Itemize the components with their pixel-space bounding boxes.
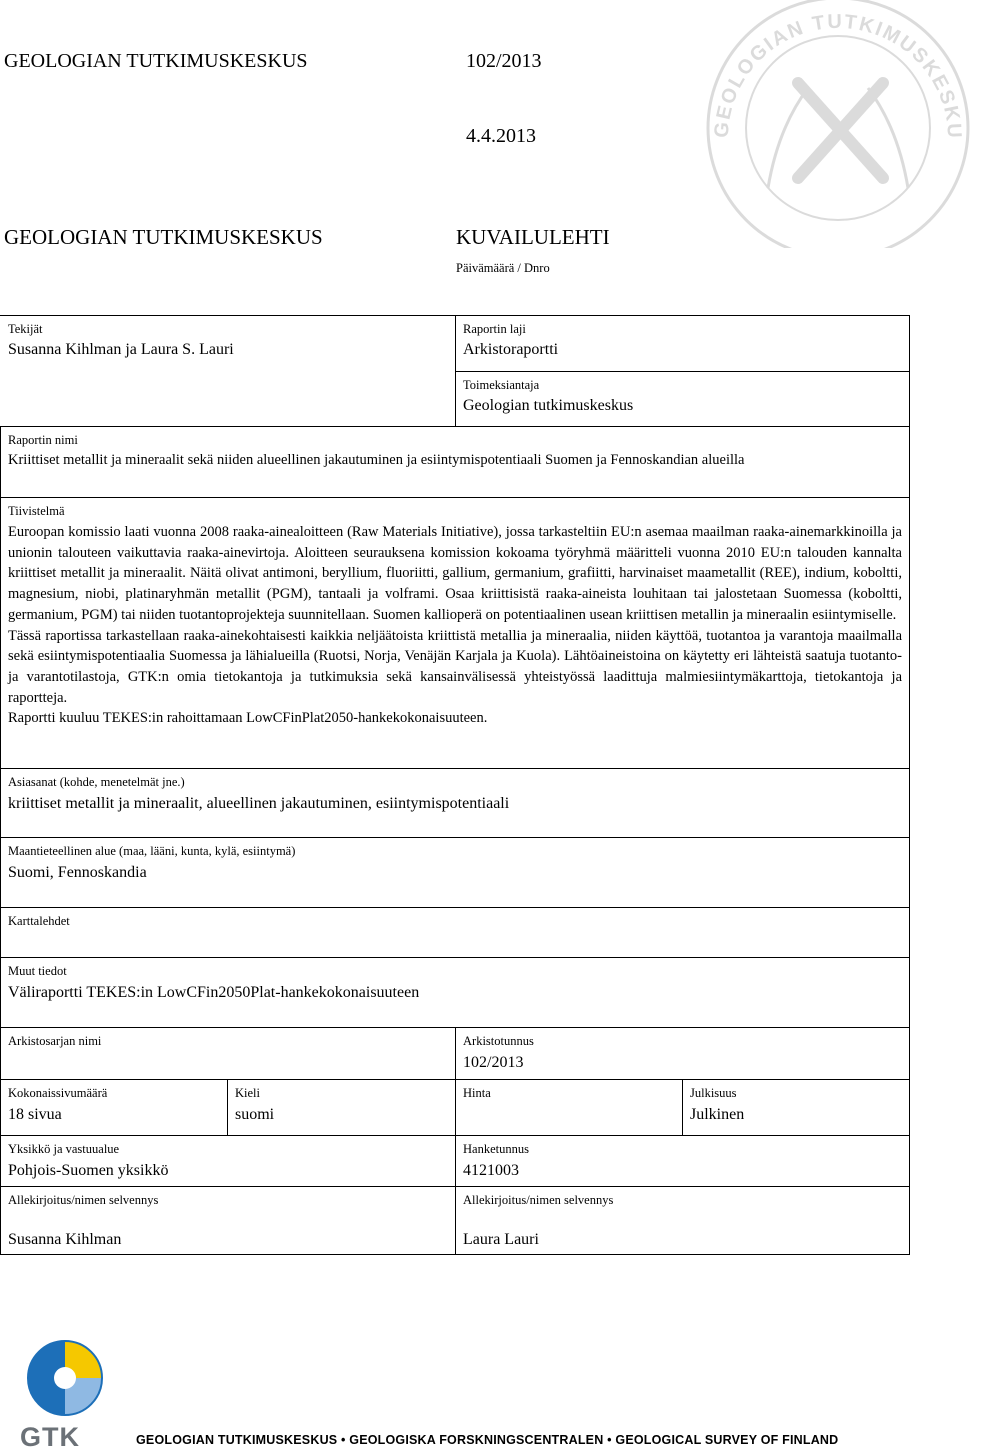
- signature-label-1: Allekirjoitus/nimen selvennys: [8, 1193, 159, 1207]
- commissioner-label: Toimeksiantaja: [463, 378, 540, 392]
- seal-text: GEOLOGIAN TUTKIMUSKESKU: [710, 10, 966, 141]
- footer-org-en: GEOLOGICAL SURVEY OF FINLAND: [615, 1433, 839, 1447]
- date-label: Päivämäärä / Dnro: [456, 261, 550, 275]
- footer-org-sv: GEOLOGISKA FORSKNINGSCENTRALEN: [349, 1433, 604, 1447]
- pages-value: 18 sivua: [8, 1106, 62, 1123]
- unit-value: Pohjois-Suomen yksikkö: [8, 1162, 169, 1179]
- gtk-globe-icon: [25, 1338, 105, 1418]
- region-value: Suomi, Fennoskandia: [8, 864, 147, 881]
- project-value: 4121003: [463, 1162, 519, 1179]
- archive-series-label: Arkistosarjan nimi: [8, 1034, 102, 1048]
- authors-label: Tekijät: [8, 322, 43, 336]
- header-doc-number: 102/2013: [466, 50, 542, 72]
- other-info-value: Väliraportti TEKES:in LowCFin2050Plat-hankekokonaisuuteen: [8, 984, 420, 1001]
- gtk-seal-watermark: [658, 0, 988, 248]
- archive-id-value: 102/2013: [463, 1054, 524, 1071]
- maps-label: Karttalehdet: [8, 914, 70, 928]
- abstract-paragraph: Raportti kuuluu TEKES:in rahoittamaan LowCFinPlat2050-hankekokonaisuuteen.: [8, 710, 488, 727]
- authors-value: Susanna Kihlman ja Laura S. Lauri: [8, 341, 234, 358]
- gtk-logo-text: GTK: [20, 1422, 80, 1452]
- archive-id-label: Arkistotunnus: [463, 1034, 534, 1048]
- report-name-value: Kriittiset metallit ja mineraalit sekä niiden alueellinen jakautuminen ja esiintymispotentiaali Suomen ja Fennoskandian alueilla: [8, 452, 745, 468]
- signature-name-1: Susanna Kihlman: [8, 1231, 122, 1248]
- divider: [0, 315, 456, 316]
- unit-label: Yksikkö ja vastuualue: [8, 1142, 120, 1156]
- hammer-pick-icon: [798, 83, 883, 178]
- publicity-value: Julkinen: [690, 1106, 745, 1123]
- commissioner-value: Geologian tutkimuskeskus: [463, 397, 634, 414]
- report-type-label: Raportin laji: [463, 322, 526, 336]
- title-doc-type: KUVAILULEHTI: [456, 225, 610, 249]
- header-date: 4.4.2013: [466, 125, 536, 147]
- abstract-label: Tiivistelmä: [8, 504, 65, 518]
- footer-bullet: •: [607, 1433, 616, 1447]
- abstract-paragraph: Euroopan komissio laati vuonna 2008 raaka-ainealoitteen (Raw Materials Initiative), jossa tarkasteltiin EU:n asemaa maailman raaka-ainemarkkinoilla ja unionin talouteen vaikuttavia raaka-ainevirtoja. Aloitteen seurauksena komission kokoama työryhmä määritteli vuonna 2010 EU:n talouden kannalta kriittiset metallit ja mineraalit. Näitä olivat antimoni, beryllium, fluoriitti, gallium, germanium, grafiitti, harvinaiset maametallit (REE), indium, koboltti, magnesium, niobi, platinaryhmän metallit (PGM), tantaali ja volframi. Osaa kriittisistä raaka-aineista louhitaan tai jalostetaan Suomessa (koboltti, germanium, PGM) tai niiden tuotantoprojekteja suunnitellaan. Suomen kallioperä on potentiaalinen usean kriittisen metallin ja mineraalin esiintymiselle.: [8, 524, 902, 623]
- project-label: Hanketunnus: [463, 1142, 529, 1156]
- signature-label-2: Allekirjoitus/nimen selvennys: [463, 1193, 614, 1207]
- other-info-label: Muut tiedot: [8, 964, 67, 978]
- price-label: Hinta: [463, 1086, 491, 1100]
- report-type-value: Arkistoraportti: [463, 341, 559, 358]
- maps-box: [0, 907, 910, 958]
- footer-bullet: •: [341, 1433, 350, 1447]
- abstract-text: [8, 522, 902, 729]
- signature-name-2: Laura Lauri: [463, 1231, 539, 1248]
- keywords-value: kriittiset metallit ja mineraalit, alueellinen jakautuminen, esiintymispotentiaali: [8, 795, 510, 812]
- language-value: suomi: [235, 1106, 275, 1123]
- title-org: GEOLOGIAN TUTKIMUSKESKUS: [4, 225, 323, 249]
- pages-label: Kokonaissivumäärä: [8, 1086, 108, 1100]
- footer-org-fi: GEOLOGIAN TUTKIMUSKESKUS: [136, 1433, 338, 1447]
- header-org: GEOLOGIAN TUTKIMUSKESKUS: [4, 50, 308, 72]
- svg-text:GEOLOGIAN TUTKIMUSKESKUS · GEO: [658, 0, 965, 140]
- abstract-paragraph: Tässä raportissa tarkastellaan raaka-ainekohtaisesti kaikkia neljäätoista kriittistä metallia ja mineraalia, niiden käyttöä, tuotantoa ja varantoja maailmalla sekä esiintymispotentiaalia Suomessa ja lähialueilla (Ruotsi, Norja, Venäjän Karjala ja Kuola). Lähtöaineistoina on käytetty eri lähteistä saatuja tuotanto- ja varantotilastoja, GTK:n omia tietokantoja ja tutkimuksia sekä kansainvälisessä yhteistyössä laadittuja malmiesiintymäkarttoja, tietokantoja ja raportteja.: [8, 627, 902, 706]
- language-label: Kieli: [235, 1086, 260, 1100]
- publicity-label: Julkisuus: [690, 1086, 737, 1100]
- region-label: Maantieteellinen alue (maa, lääni, kunta, kylä, esiintymä): [8, 844, 296, 858]
- report-name-label: Raportin nimi: [8, 433, 78, 447]
- keywords-label: Asiasanat (kohde, menetelmät jne.): [8, 775, 185, 789]
- gtk-logo: [20, 1338, 110, 1450]
- footer-org-line: [136, 1433, 838, 1447]
